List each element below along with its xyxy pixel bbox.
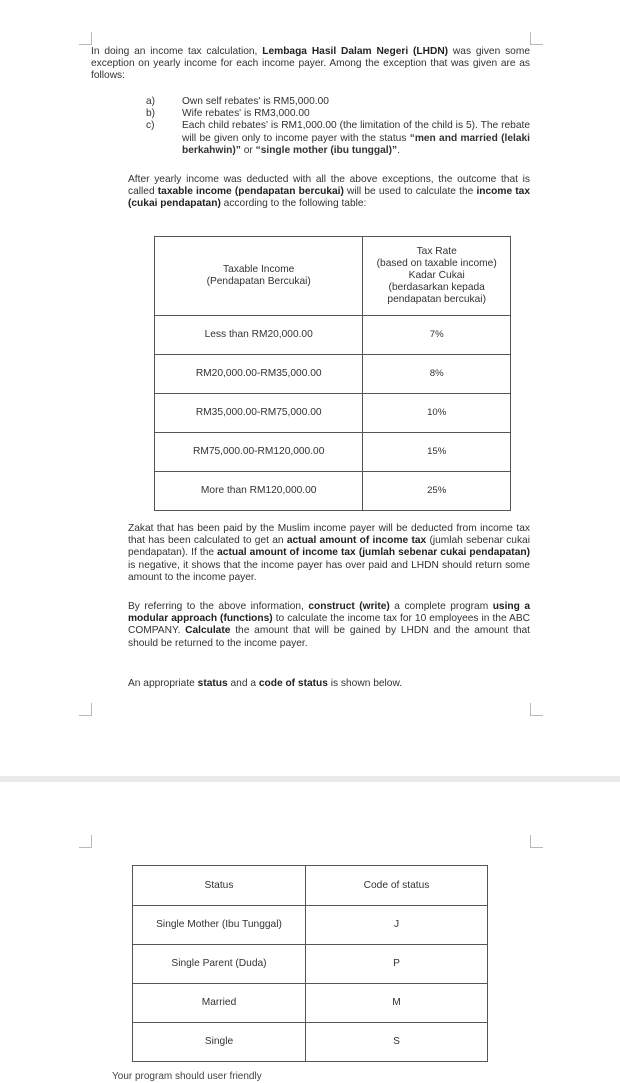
table-row bbox=[155, 472, 511, 511]
table-header-row bbox=[133, 866, 488, 906]
table-header-row bbox=[155, 237, 511, 316]
rate-cell: 25% bbox=[363, 472, 511, 511]
crop-mark bbox=[79, 703, 92, 716]
table-row bbox=[155, 355, 511, 394]
task-paragraph: By referring to the above information, construct (write) a complete program using a modular approach (functions) to calculate the income tax for 10 employees in the ABC COMPANY. Calculate the amount that will be gained by LHDN and the amount that should be returned to the income payer. bbox=[128, 601, 530, 649]
table-row bbox=[133, 906, 488, 945]
crop-mark bbox=[79, 835, 92, 848]
page-2 bbox=[0, 782, 620, 1080]
table-row bbox=[155, 433, 511, 472]
rate-cell: 7% bbox=[363, 316, 511, 355]
income-cell: RM20,000.00-RM35,000.00 bbox=[155, 355, 363, 394]
rate-cell: 10% bbox=[363, 394, 511, 433]
header-taxable-income: Taxable Income (Pendapatan Bercukai) bbox=[155, 237, 363, 316]
status-cell: Married bbox=[133, 984, 306, 1023]
crop-mark bbox=[79, 32, 92, 45]
intro-paragraph: In doing an income tax calculation, Lembaga Hasil Dalam Negeri (LHDN) was given some exception on yearly income for each income payer. Among the exception that was given are as follows: bbox=[91, 46, 531, 82]
rate-cell: 15% bbox=[363, 433, 511, 472]
taxable-income-paragraph: After yearly income was deducted with all the above exceptions, the outcome that is called taxable income (pendapatan bercukai) will be used to calculate the income tax (cukai pendapatan) according to the following table: bbox=[128, 174, 530, 210]
table-row bbox=[155, 394, 511, 433]
header-code-of-status: Code of status bbox=[306, 866, 488, 906]
code-cell: S bbox=[306, 1023, 488, 1062]
code-cell: M bbox=[306, 984, 488, 1023]
header-status: Status bbox=[133, 866, 306, 906]
status-intro-paragraph: An appropriate status and a code of status is shown below. bbox=[128, 678, 403, 689]
list-item: c) Each child rebates' is RM1,000.00 (the limitation of the child is 5). The rebate will be given only to income payer with the status “men and married (lelaki berkahwin)” or “single mother (ibu tunggal)”. bbox=[146, 120, 530, 156]
cutoff-text: Your program should user friendly bbox=[112, 1071, 262, 1082]
code-cell: P bbox=[306, 945, 488, 984]
crop-mark bbox=[530, 32, 543, 45]
table-row bbox=[133, 1023, 488, 1062]
income-cell: More than RM120,000.00 bbox=[155, 472, 363, 511]
list-item: b) Wife rebates' is RM3,000.00 bbox=[146, 108, 310, 120]
crop-mark bbox=[530, 703, 543, 716]
income-cell: RM35,000.00-RM75,000.00 bbox=[155, 394, 363, 433]
rate-cell: 8% bbox=[363, 355, 511, 394]
header-tax-rate: Tax Rate (based on taxable income) Kadar Cukai (berdasarkan kepada pendapatan bercukai) bbox=[363, 237, 511, 316]
exception-list bbox=[146, 96, 530, 157]
code-cell: J bbox=[306, 906, 488, 945]
income-cell: RM75,000.00-RM120,000.00 bbox=[155, 433, 363, 472]
table-row bbox=[133, 984, 488, 1023]
income-cell: Less than RM20,000.00 bbox=[155, 316, 363, 355]
status-code-table bbox=[132, 865, 488, 1062]
table-row bbox=[155, 316, 511, 355]
status-cell: Single Mother (Ibu Tunggal) bbox=[133, 906, 306, 945]
zakat-paragraph: Zakat that has been paid by the Muslim income payer will be deducted from income tax that has been calculated to get an actual amount of income tax (jumlah sebenar cukai pendapatan). If the actual amount of income tax (jumlah sebenar cukai pendapatan) is negative, it shows that the income payer has over paid and LHDN should return some amount to the income payer. bbox=[128, 523, 530, 583]
tax-rate-table bbox=[154, 236, 511, 511]
status-cell: Single Parent (Duda) bbox=[133, 945, 306, 984]
status-cell: Single bbox=[133, 1023, 306, 1062]
crop-mark bbox=[530, 835, 543, 848]
table-row bbox=[133, 945, 488, 984]
list-item: a) Own self rebates' is RM5,000.00 bbox=[146, 96, 329, 107]
